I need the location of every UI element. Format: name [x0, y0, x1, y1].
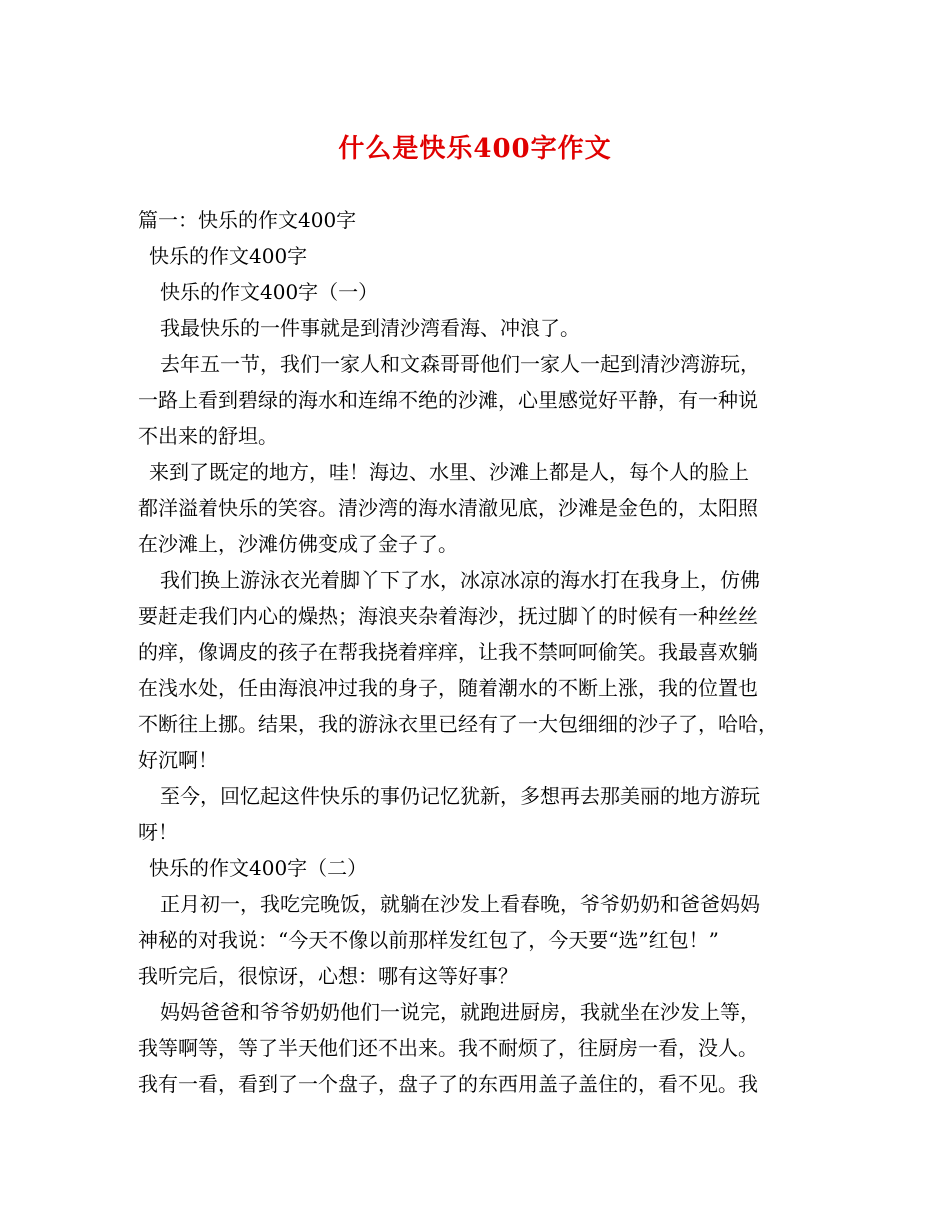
text-line: 都洋溢着快乐的笑容。清沙湾的海水清澈见底，沙滩是金色的，太阳照: [138, 496, 758, 520]
text-line: 我等啊等，等了半天他们还不出来。我不耐烦了，往厨房一看，没人。: [138, 1036, 758, 1060]
text-line: 呀！: [138, 820, 178, 844]
text-line: 妈妈爸爸和爷爷奶奶他们一说完，就跑进厨房，我就坐在沙发上等，: [160, 1000, 760, 1024]
document-title: 什么是快乐400字作文: [338, 134, 612, 164]
text-line: 神秘的对我说：“今天不像以前那样发红包了，今天要“选”红包！”: [138, 928, 719, 952]
text-line: 的痒，像调皮的孩子在帮我挠着痒痒，让我不禁呵呵偷笑。我最喜欢躺: [138, 640, 758, 664]
text-line: 去年五一节，我们一家人和文森哥哥他们一家人一起到清沙湾游玩，: [160, 352, 760, 376]
text-line: 正月初一，我吃完晚饭，就躺在沙发上看春晚，爷爷奶奶和爸爸妈妈: [160, 892, 760, 916]
text-line: 不出来的舒坦。: [138, 424, 278, 448]
text-line: 篇一：快乐的作文400字: [138, 208, 357, 232]
text-line: 至今，回忆起这件快乐的事仍记忆犹新，多想再去那美丽的地方游玩: [160, 784, 760, 808]
text-line: 一路上看到碧绿的海水和连绵不绝的沙滩，心里感觉好平静，有一种说: [138, 388, 758, 412]
text-line: 我听完后，很惊讶，心想：哪有这等好事？: [138, 964, 518, 988]
text-line: 我最快乐的一件事就是到清沙湾看海、冲浪了。: [160, 316, 580, 340]
text-line: 来到了既定的地方，哇！海边、水里、沙滩上都是人，每个人的脸上: [149, 460, 749, 484]
text-line: 好沉啊！: [138, 748, 218, 772]
document-body: [138, 202, 828, 1102]
text-line: 我们换上游泳衣光着脚丫下了水，冰凉冰凉的海水打在我身上，仿佛: [160, 568, 760, 592]
text-line: 我有一看，看到了一个盘子，盘子了的东西用盖子盖住的，看不见。我: [138, 1072, 758, 1096]
text-line: 在沙滩上，沙滩仿佛变成了金子了。: [138, 532, 458, 556]
text-line: 快乐的作文400字（一）: [160, 280, 379, 304]
text-line: 在浅水处，任由海浪冲过我的身子，随着潮水的不断上涨，我的位置也: [138, 676, 758, 700]
text-line: 快乐的作文400字: [149, 244, 308, 268]
text-line: 不断往上挪。结果，我的游泳衣里已经有了一大包细细的沙子了，哈哈，: [138, 712, 778, 736]
text-line: 快乐的作文400字（二）: [149, 856, 368, 880]
text-line: 要赶走我们内心的燥热；海浪夹杂着海沙，抚过脚丫的时候有一种丝丝: [138, 604, 758, 628]
